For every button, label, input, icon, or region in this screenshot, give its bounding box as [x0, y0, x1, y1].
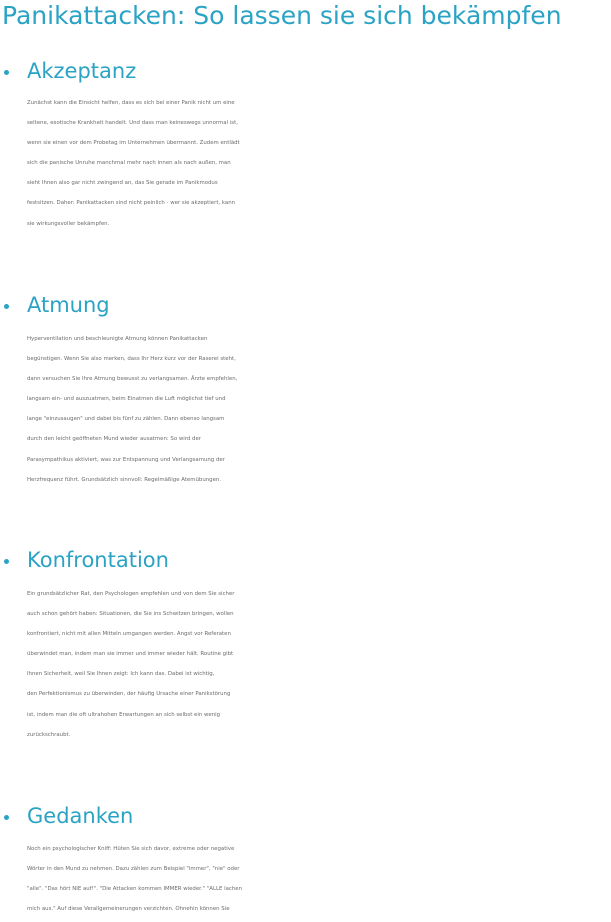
paragraph-line: Zunächst kann die Einsicht helfen, dass es sich bei einer Panik nicht um eine: [27, 100, 235, 106]
paragraph-line: Parasympathikus aktiviert, was zur Entspannung und Verlangsamung der: [27, 456, 225, 463]
paragraph-line: Ein grundsätzlicher Rat, den Psychologen empfehlen und von dem Sie sicher: [27, 591, 235, 597]
section-header: [4, 546, 604, 576]
paragraph-line: den Perfektionismus zu überwinden, der häufig Ursache einer Panikstörung: [27, 691, 231, 698]
paragraph-line: sich die panische Unruhe manchmal mehr nach innen als nach außen, man: [27, 160, 231, 167]
paragraph-line: "alle". "Das hört NIE auf!". "Die Attacken kommen IMMER wieder." "ALLE lachen: [27, 886, 242, 893]
section-header: [4, 57, 604, 87]
section-paragraph: [27, 93, 611, 234]
paragraph-line: lange "einzusaugen" und dabei bis fünf zu zählen. Dann ebenso langsam: [27, 416, 225, 423]
paragraph-line: durch den leicht geöffneten Mund wieder ausatmen: So wird der: [27, 436, 201, 443]
paragraph-line: Hyperventilation und beschleunigte Atmung können Panikattacken: [27, 336, 208, 342]
page-title: Panikattacken: So lassen sie sich bekämpfen: [2, 1, 562, 30]
paragraph-line: Noch ein psychologischer Kniff: Hüten Sie sich davor, extreme oder negative: [27, 846, 235, 852]
section-paragraph: [27, 839, 611, 919]
section-paragraph: [27, 584, 611, 745]
paragraph-line: auch schon gehört haben: Situationen, die Sie ins Schwitzen bringen, wollen: [27, 611, 234, 618]
section-header: [4, 802, 604, 832]
paragraph-line: langsam ein- und auszuatmen, beim Einatmen die Luft möglichst tief und: [27, 396, 226, 403]
section-heading: Atmung: [27, 293, 110, 317]
paragraph-line: wenn sie einen vor dem Probetag im Unternehmen übermannt. Zudem entlädt: [27, 140, 240, 147]
section-heading: Konfrontation: [27, 548, 169, 572]
paragraph-line: sieht Ihnen also gar nicht zwingend an, das Sie gerade im Panikmodus: [27, 180, 218, 187]
paragraph-line: dann versuchen Sie Ihre Atmung bewusst zu verlangsamen. Ärzte empfehlen,: [27, 376, 238, 383]
bullet-icon: [4, 559, 9, 564]
section-paragraph: [27, 329, 611, 490]
paragraph-line: Herzfrequenz führt. Grundsätzlich sinnvoll: Regelmäßige Atemübungen.: [27, 476, 222, 483]
paragraph-line: Ihnen Sicherheit, weil Sie Ihnen zeigt: Ich kann das. Dabei ist wichtig,: [27, 671, 215, 678]
bullet-icon: [4, 304, 9, 309]
paragraph-line: seltene, exotische Krankheit handelt. Und dass man keineswegs unnormal ist,: [27, 120, 238, 127]
paragraph-line: konfrontiert, nicht mit allen Mitteln umgangen werden. Angst vor Referaten: [27, 631, 231, 638]
section-heading: Akzeptanz: [27, 59, 137, 83]
paragraph-line: festsitzen. Daher: Panikattacken sind nicht peinlich - wer sie akzeptiert, kann: [27, 200, 236, 207]
bullet-icon: [4, 70, 9, 75]
paragraph-line: begünstigen. Wenn Sie also merken, dass Ihr Herz kurz vor der Raserei steht,: [27, 356, 236, 363]
paragraph-line: Wörter in den Mund zu nehmen. Dazu zählen zum Beispiel "immer", "nie" oder: [27, 866, 240, 873]
paragraph-line: mich aus." Auf diese Verallgemeinerungen verzichten. Ohnehin können Sie: [27, 906, 230, 913]
paragraph-line: überwindet man, indem man sie immer und immer wieder hält. Routine gibt: [27, 651, 234, 658]
paragraph-line: sie wirkungsvoller bekämpfen.: [27, 220, 110, 227]
section-header: [4, 291, 604, 321]
section-heading: Gedanken: [27, 804, 134, 828]
paragraph-line: ist, indem man die oft ultrahohen Erwartungen an sich selbst ein wenig: [27, 711, 221, 718]
bullet-icon: [4, 815, 9, 820]
paragraph-line: zurückschraubt.: [27, 731, 71, 738]
